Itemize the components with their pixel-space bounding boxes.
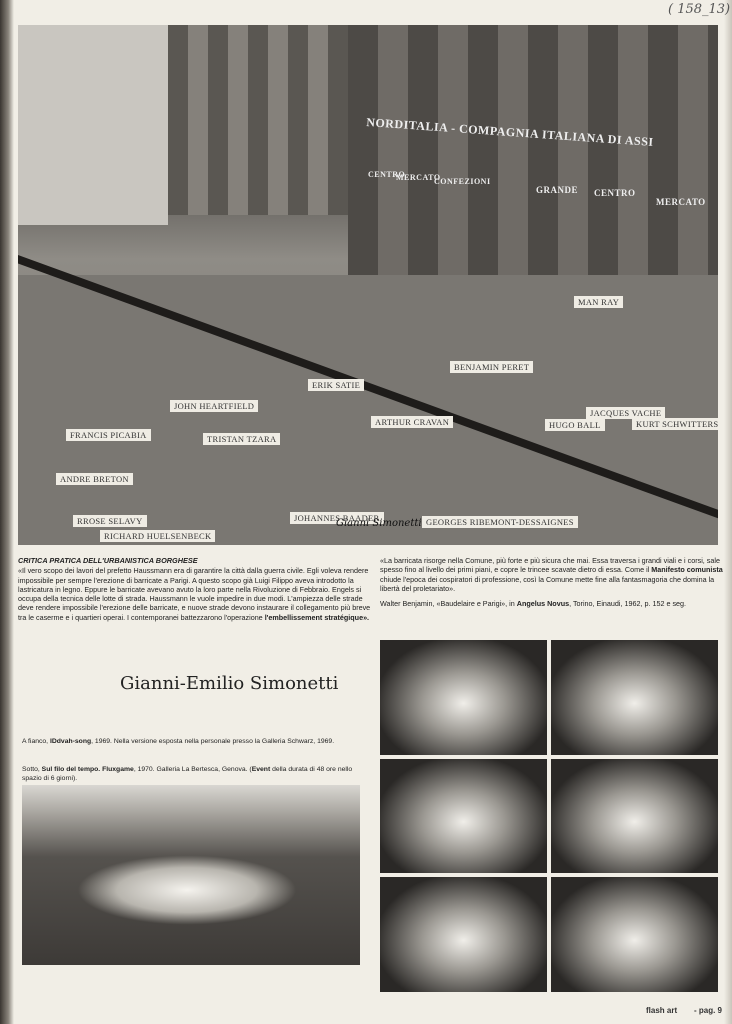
- shop-sign: CENTRO: [368, 170, 406, 179]
- source-title: Angelus Novus: [516, 599, 570, 608]
- page-binding-edge: [0, 0, 14, 1024]
- page-edge: [724, 0, 732, 1024]
- caption-text: Sotto,: [22, 766, 42, 773]
- film-still: [551, 759, 718, 874]
- name-label: JOHANNES BAADER: [290, 512, 384, 524]
- source-text: Walter Benjamin, «Baudelaire e Parigi», in: [380, 599, 517, 608]
- shop-sign: MERCATO: [396, 173, 441, 182]
- photo-building-right: [348, 25, 718, 280]
- name-label: BENJAMIN PERET: [450, 361, 533, 373]
- work-title: IDdvah-song: [49, 738, 92, 745]
- caption-body: «Il vero scopo dei lavori del prefetto Haussmann era di garantire la città dalla guerra civile. Egli voleva rendere impossibile per sempre l'erezione di barricate a Parigi. A questo scopo già Luigi Filippo aveva introdotto la lastricatura in legno. Eppure le barricate avevano avuto la loro parte nella Rivoluzione di Febbraio. Engels si occupa della tecnica delle lotte di strada. Haussmann le vuole impedire in due modi. L'ampiezza delle strade deve rendere impossibile l'erezione delle barricate, e nuove strade devono instaurare il collegamento più breve tra le caserme e i quartieri operai. I contemporanei battezzarono l'operazione: [18, 566, 371, 622]
- name-label: ERIK SATIE: [308, 379, 364, 391]
- barricade-photo: [18, 25, 718, 545]
- caption-bold: Event: [251, 766, 271, 773]
- source-text: , Torino, Einaudi, 1962, p. 152 e seg.: [569, 599, 687, 608]
- handwritten-annotation: ( 158_13): [668, 2, 731, 17]
- film-still: [380, 877, 547, 992]
- work-title: Sul filo del tempo. Fluxgame: [41, 766, 134, 773]
- page-number: - pag. 9: [694, 1006, 723, 1015]
- quote-commune: [380, 556, 725, 593]
- name-label: FRANCIS PICABIA: [66, 429, 151, 441]
- shop-sign: MERCATO: [656, 197, 706, 207]
- quote-text: chiude l'epoca dei cospiratori di professione, così la Comune mette fine alla fantasmagoria che domina la libertà del proletariato».: [380, 574, 715, 593]
- quote-bold: Manifesto comunista: [651, 565, 723, 575]
- name-label: JACQUES VACHE: [586, 407, 665, 419]
- artist-name-title: Gianni-Emilio Simonetti: [120, 673, 339, 694]
- caption-bold: l'embellissement stratégique».: [264, 612, 370, 622]
- name-label: MAN RAY: [574, 296, 623, 308]
- name-label: KURT SCHWITTERS: [632, 418, 718, 430]
- film-still: [551, 640, 718, 755]
- caption-text: , 1969. Nella versione esposta nella personale presso la Galleria Schwarz, 1969.: [91, 738, 335, 745]
- caption-a: [22, 737, 372, 746]
- caption-heading: CRITICA PRATICA DELL'URBANISTICA BORGHESE: [18, 556, 198, 565]
- magazine-name: flash art: [646, 1006, 678, 1015]
- quote-source: [380, 599, 725, 608]
- building-sign: NORDITALIA - COMPAGNIA ITALIANA DI ASSI: [365, 114, 655, 150]
- candles-installation-photo: [22, 785, 360, 965]
- caption-text: della durata di 48 ore nello spazio di 6 giorni).: [22, 766, 353, 782]
- photo-building-left: [168, 25, 348, 215]
- caption-b: [22, 765, 372, 783]
- name-label: JOHN HEARTFIELD: [170, 400, 258, 412]
- caption-text: , 1970. Galleria La Bertesca, Genova. (: [133, 766, 252, 773]
- candles-glow: [77, 855, 297, 925]
- caption-text: A fianco,: [22, 738, 50, 745]
- film-stills-grid: [380, 640, 718, 992]
- shop-sign: GRANDE: [536, 185, 579, 195]
- name-label: ANDRE BRETON: [56, 473, 133, 485]
- caption-urbanism: [18, 556, 376, 622]
- name-label: RROSE SELAVY: [73, 515, 147, 527]
- name-label: HUGO BALL: [545, 419, 605, 431]
- film-still: [380, 759, 547, 874]
- artist-signature: Gianni Simonetti: [336, 518, 422, 529]
- name-label: RICHARD HUELSENBECK: [100, 530, 215, 542]
- film-still: [380, 640, 547, 755]
- shop-sign: CENTRO: [594, 188, 636, 198]
- photo-sky: [18, 25, 168, 225]
- name-label: TRISTAN TZARA: [203, 433, 280, 445]
- quote-text: «La barricata risorge nella Comune, più forte e più sicura che mai. Essa traversa i grandi viali e i corsi, sale spesso fino al livello dei primi piani, e copre le trincee scavate dietro di essa. Come il: [380, 556, 720, 575]
- shop-sign: CONFEZIONI: [434, 177, 491, 186]
- name-label: GEORGES RIBEMONT-DESSAIGNES: [422, 516, 578, 528]
- film-still: [551, 877, 718, 992]
- name-label: ARTHUR CRAVAN: [371, 416, 453, 428]
